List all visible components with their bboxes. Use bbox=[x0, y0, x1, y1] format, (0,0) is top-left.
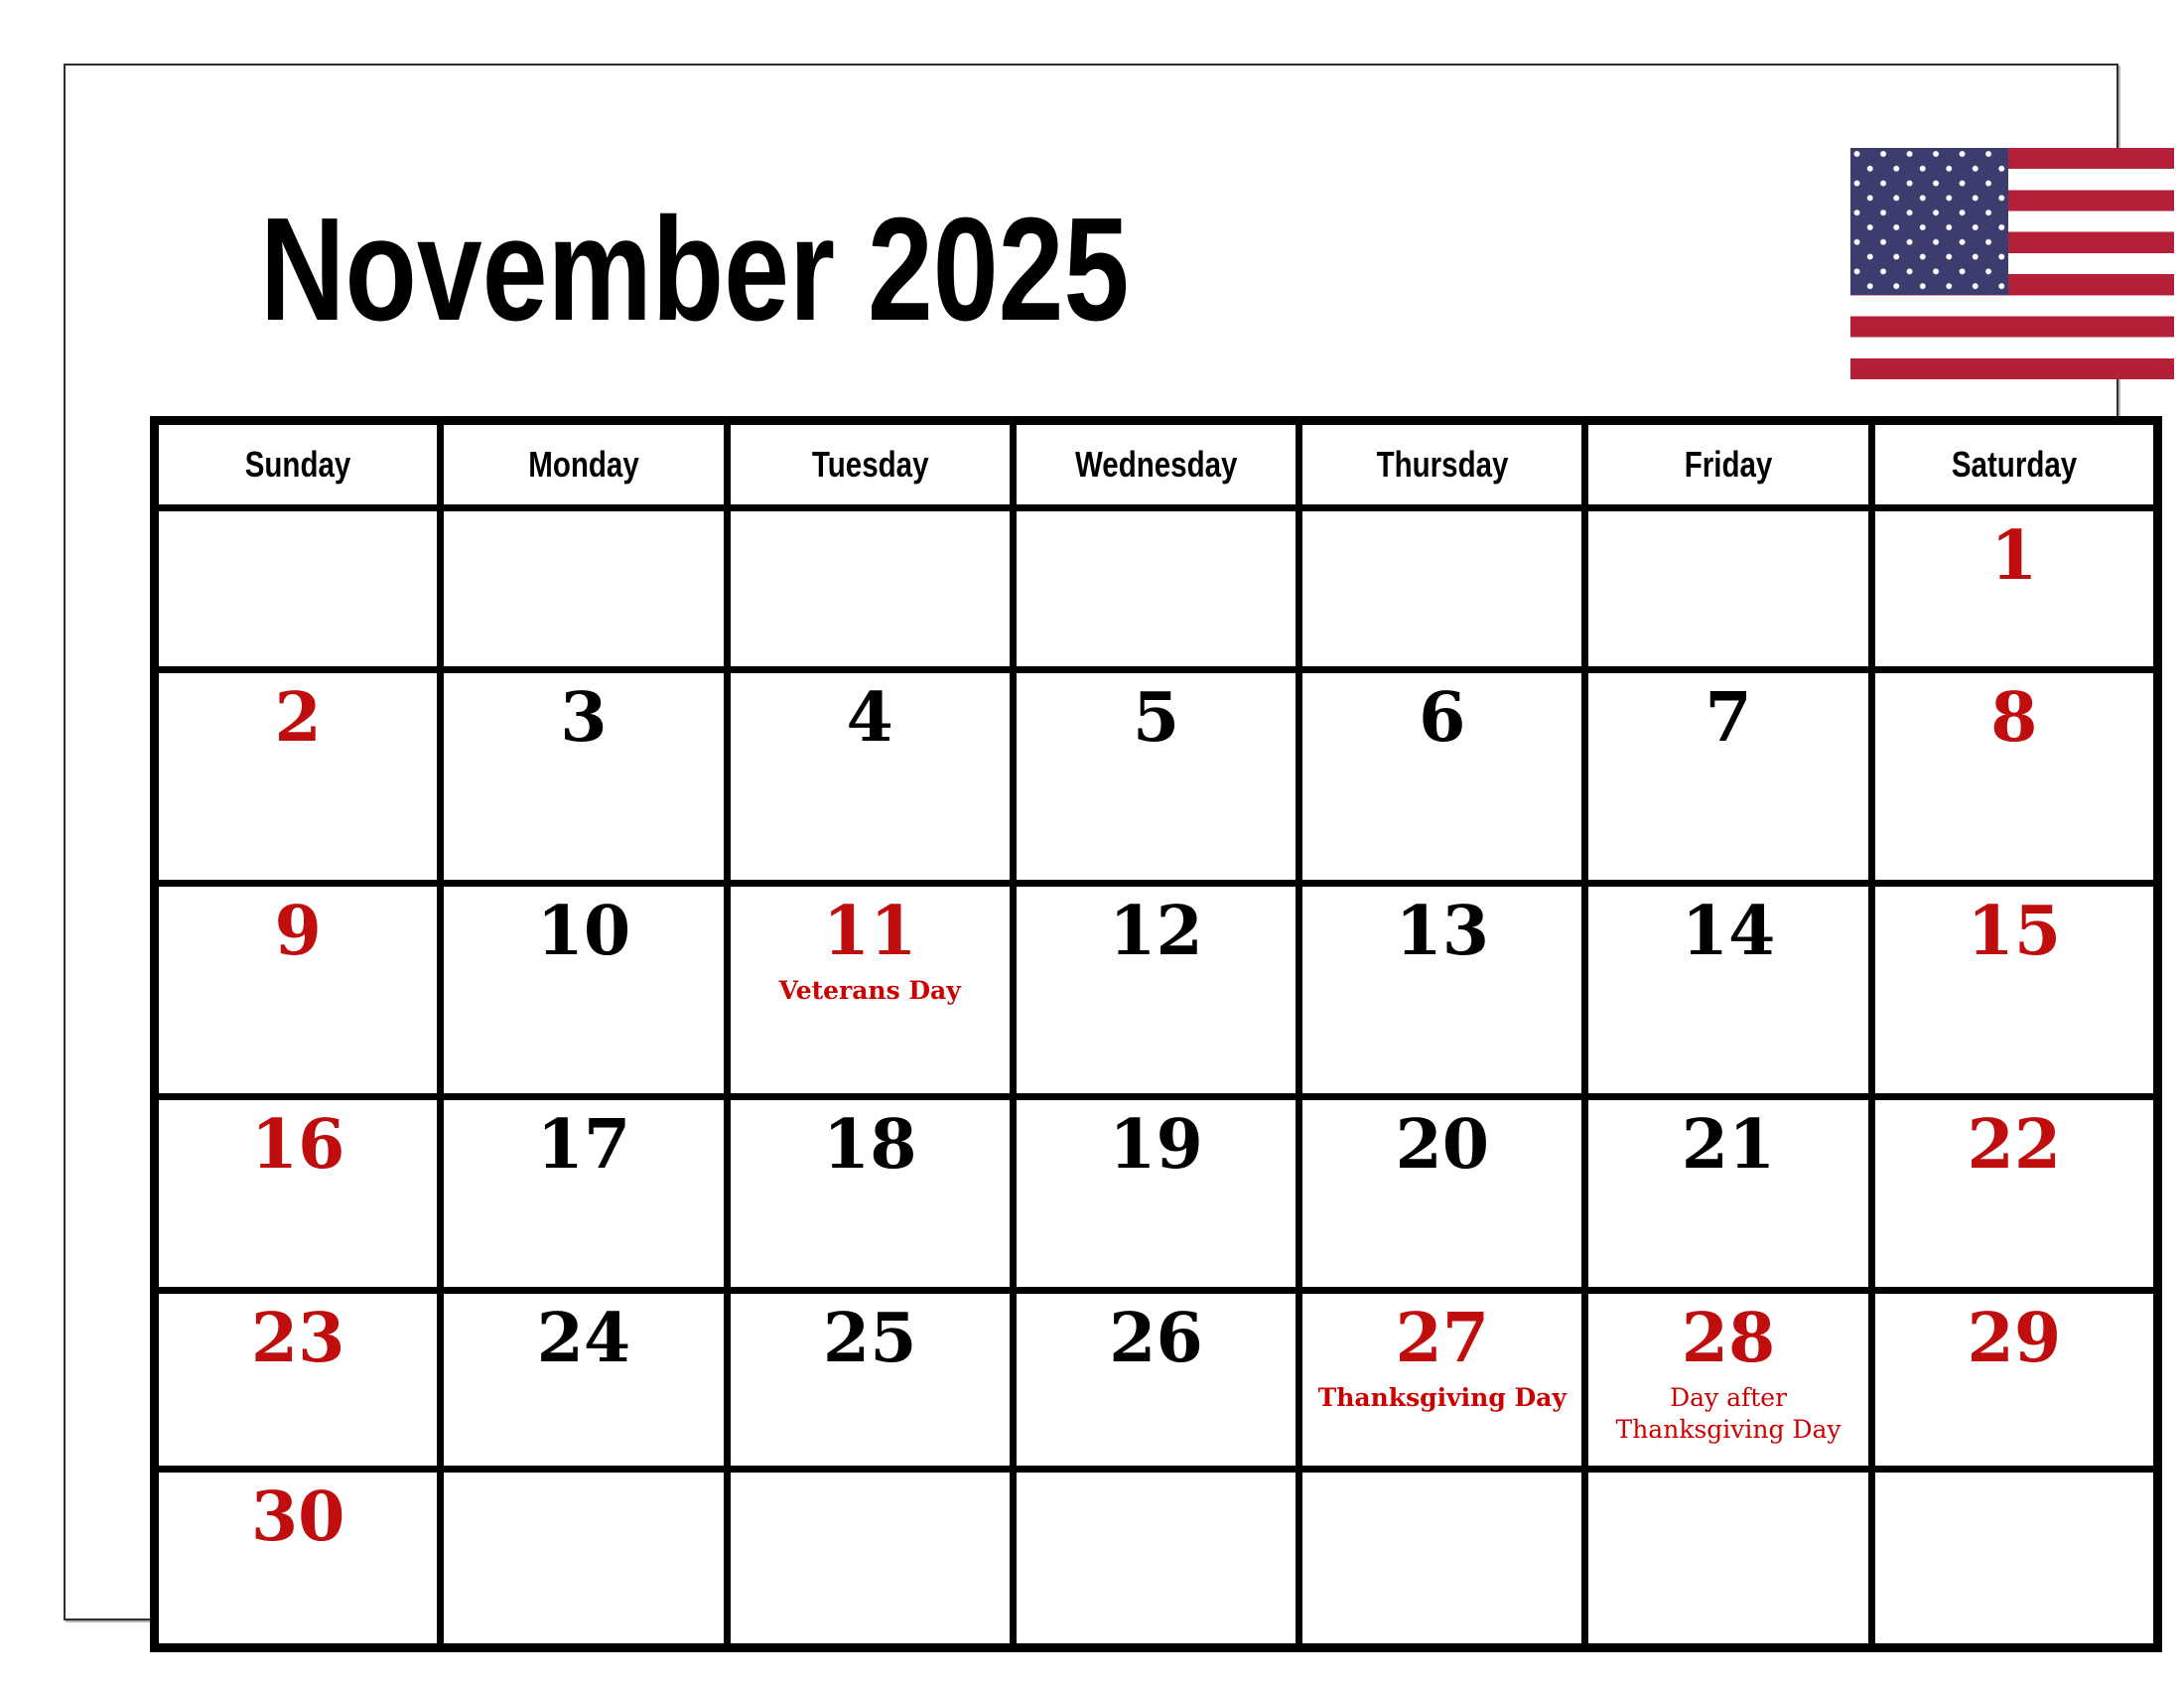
empty-cell bbox=[1013, 508, 1298, 670]
day-cell-23 bbox=[155, 1291, 441, 1470]
weekday-label: Thursday bbox=[1376, 444, 1509, 485]
day-number: 1 bbox=[1990, 516, 2038, 596]
week-row-3 bbox=[155, 884, 2158, 1097]
day-number: 23 bbox=[250, 1299, 345, 1378]
weekday-header-tuesday bbox=[727, 421, 1013, 508]
holiday-label-day-after-thanksgiving: Day after Thanksgiving Day bbox=[1615, 1383, 1842, 1444]
day-number: 8 bbox=[1990, 678, 2038, 758]
day-number: 21 bbox=[1681, 1105, 1776, 1185]
day-number: 17 bbox=[536, 1105, 631, 1185]
us-flag-icon bbox=[1850, 148, 2174, 379]
day-cell-16 bbox=[155, 1097, 441, 1291]
weekday-label: Friday bbox=[1684, 444, 1773, 485]
day-cell-17 bbox=[441, 1097, 727, 1291]
day-cell-15 bbox=[1871, 884, 2157, 1097]
day-cell-4 bbox=[727, 670, 1013, 884]
holiday-label-veterans-day: Veterans Day bbox=[778, 976, 961, 1006]
empty-cell bbox=[441, 1470, 727, 1648]
day-number: 30 bbox=[250, 1477, 345, 1557]
day-number: 27 bbox=[1395, 1299, 1490, 1378]
empty-cell bbox=[1299, 508, 1585, 670]
day-cell-20 bbox=[1299, 1097, 1585, 1291]
day-cell-24 bbox=[441, 1291, 727, 1470]
day-cell-25 bbox=[727, 1291, 1013, 1470]
day-number: 7 bbox=[1705, 678, 1752, 758]
calendar-title: November 2025 bbox=[260, 188, 1130, 352]
week-row-2 bbox=[155, 670, 2158, 884]
day-cell-18 bbox=[727, 1097, 1013, 1291]
empty-cell bbox=[155, 508, 441, 670]
weekday-label: Tuesday bbox=[811, 444, 928, 485]
day-cell-6 bbox=[1299, 670, 1585, 884]
day-cell-1 bbox=[1871, 508, 2157, 670]
day-cell-11 bbox=[727, 884, 1013, 1097]
day-number: 5 bbox=[1132, 678, 1180, 758]
weekday-header-row bbox=[155, 421, 2158, 508]
day-number: 10 bbox=[536, 892, 631, 971]
day-number: 22 bbox=[1967, 1105, 2062, 1185]
week-row-4 bbox=[155, 1097, 2158, 1291]
day-number: 4 bbox=[846, 678, 893, 758]
day-number: 15 bbox=[1967, 892, 2062, 971]
day-cell-10 bbox=[441, 884, 727, 1097]
weekday-label: Monday bbox=[528, 444, 639, 485]
day-cell-26 bbox=[1013, 1291, 1298, 1470]
week-row-1 bbox=[155, 508, 2158, 670]
day-cell-3 bbox=[441, 670, 727, 884]
empty-cell bbox=[1013, 1470, 1298, 1648]
day-cell-5 bbox=[1013, 670, 1298, 884]
weekday-label: Wednesday bbox=[1074, 444, 1238, 485]
empty-cell bbox=[1585, 1470, 1871, 1648]
week-row-6 bbox=[155, 1470, 2158, 1648]
day-cell-29 bbox=[1871, 1291, 2157, 1470]
weekday-header-saturday bbox=[1871, 421, 2157, 508]
empty-cell bbox=[1585, 508, 1871, 670]
day-cell-19 bbox=[1013, 1097, 1298, 1291]
day-number: 3 bbox=[560, 678, 608, 758]
day-number: 16 bbox=[250, 1105, 345, 1185]
day-number: 18 bbox=[822, 1105, 917, 1185]
weekday-header-thursday bbox=[1299, 421, 1585, 508]
empty-cell bbox=[727, 1470, 1013, 1648]
day-number: 19 bbox=[1109, 1105, 1203, 1185]
day-number: 26 bbox=[1109, 1299, 1203, 1378]
day-cell-27 bbox=[1299, 1291, 1585, 1470]
day-number: 20 bbox=[1395, 1105, 1490, 1185]
day-cell-28 bbox=[1585, 1291, 1871, 1470]
day-number: 14 bbox=[1681, 892, 1776, 971]
day-number: 11 bbox=[822, 892, 917, 971]
day-cell-22 bbox=[1871, 1097, 2157, 1291]
calendar-sheet bbox=[64, 64, 2118, 1620]
day-cell-7 bbox=[1585, 670, 1871, 884]
empty-cell bbox=[441, 508, 727, 670]
calendar-grid bbox=[150, 416, 2162, 1652]
day-number: 12 bbox=[1109, 892, 1203, 971]
day-number: 13 bbox=[1395, 892, 1490, 971]
day-number: 24 bbox=[536, 1299, 631, 1378]
day-number: 2 bbox=[274, 678, 322, 758]
empty-cell bbox=[1299, 1470, 1585, 1648]
day-number: 6 bbox=[1419, 678, 1466, 758]
day-number: 25 bbox=[822, 1299, 917, 1378]
day-cell-13 bbox=[1299, 884, 1585, 1097]
day-cell-14 bbox=[1585, 884, 1871, 1097]
empty-cell bbox=[1871, 1470, 2157, 1648]
weekday-label: Saturday bbox=[1951, 444, 2078, 485]
weekday-header-sunday bbox=[155, 421, 441, 508]
day-cell-8 bbox=[1871, 670, 2157, 884]
day-number: 29 bbox=[1967, 1299, 2062, 1378]
weekday-header-monday bbox=[441, 421, 727, 508]
holiday-label-thanksgiving-day: Thanksgiving Day bbox=[1317, 1383, 1567, 1413]
us-flag-canton-stars bbox=[1850, 148, 2008, 295]
empty-cell bbox=[727, 508, 1013, 670]
day-number: 9 bbox=[274, 892, 322, 971]
weekday-label: Sunday bbox=[244, 444, 351, 485]
day-cell-2 bbox=[155, 670, 441, 884]
week-row-5 bbox=[155, 1291, 2158, 1470]
weekday-header-friday bbox=[1585, 421, 1871, 508]
day-cell-21 bbox=[1585, 1097, 1871, 1291]
weekday-header-wednesday bbox=[1013, 421, 1298, 508]
day-cell-9 bbox=[155, 884, 441, 1097]
day-cell-12 bbox=[1013, 884, 1298, 1097]
day-cell-30 bbox=[155, 1470, 441, 1648]
day-number: 28 bbox=[1681, 1299, 1776, 1378]
